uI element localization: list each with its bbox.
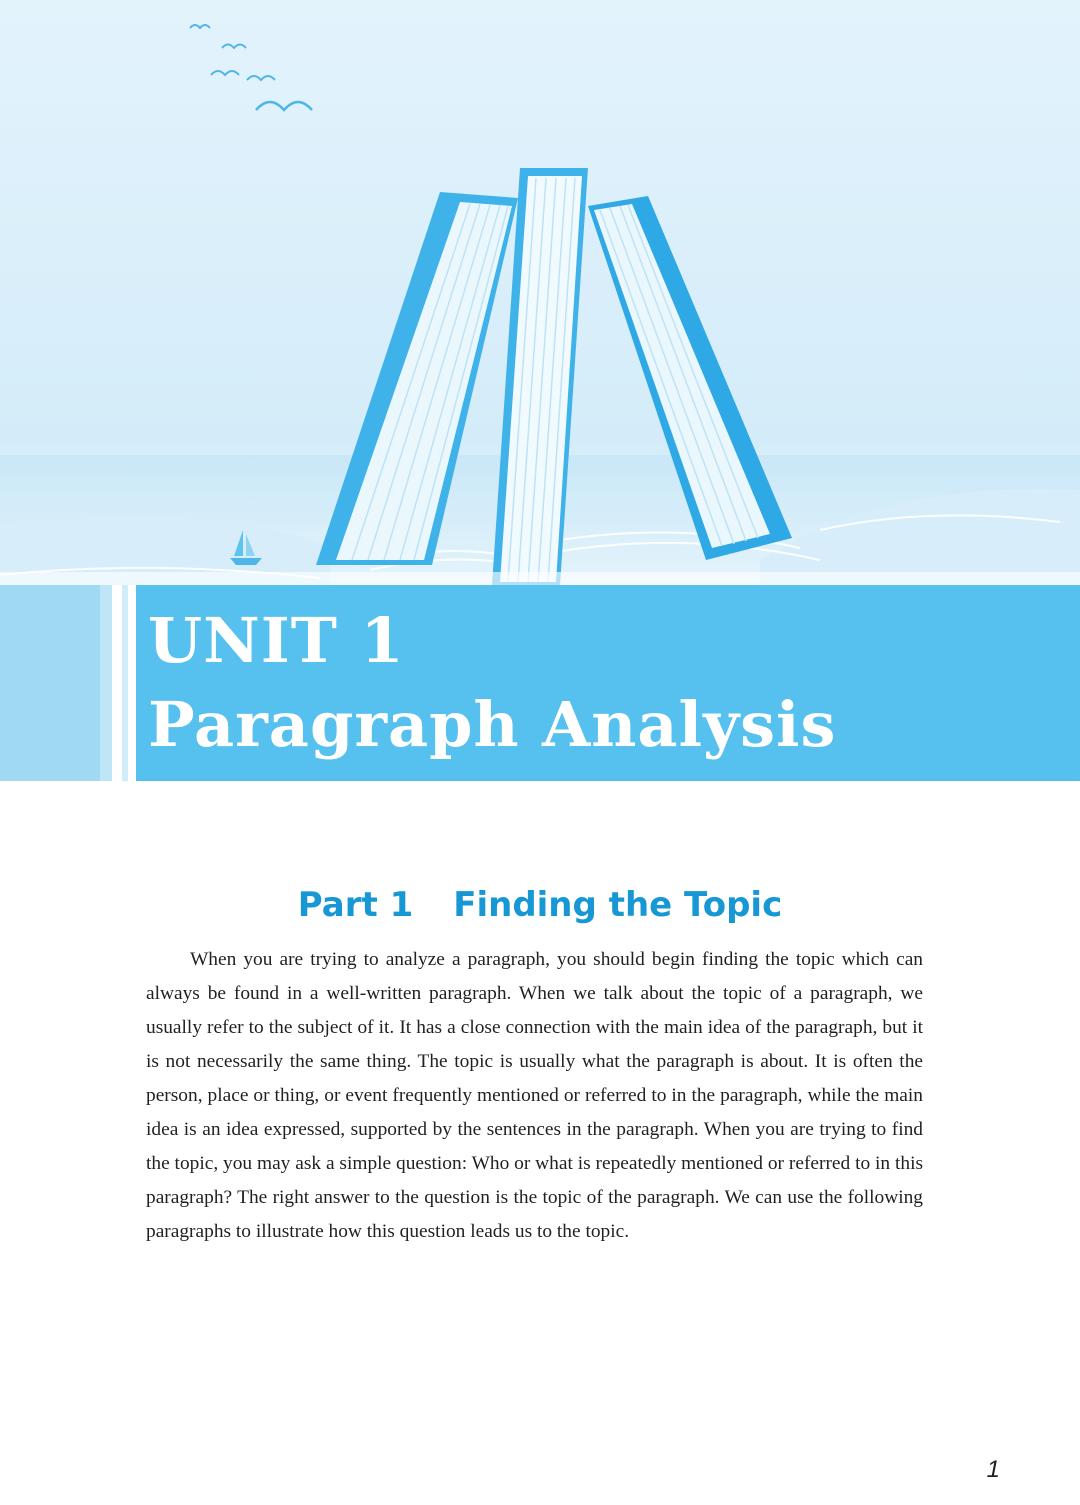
banner-stripe [112,585,122,781]
unit-title [148,599,836,767]
part-title-text: Finding the Topic [453,885,783,925]
unit-name: Paragraph Analysis [148,688,837,761]
part-label: Part 1 [297,885,414,925]
section-heading [0,880,1080,930]
unit-banner [0,585,1080,781]
page-number: 1 [986,1456,1000,1483]
hero-illustration [0,0,1080,585]
body-paragraph: When you are trying to analyze a paragraph, you should begin finding the topic which can always be found in a well-written paragraph. When we talk about the topic of a paragraph, we usually refer to the subject of it. It has a close connection with the main idea of the paragraph, but it is not necessarily the same thing. The topic is usually what the paragraph is about. It is often the person, place or thing, or event frequently mentioned or referred to in the paragraph, while the main idea is an idea expressed, supported by the sentences in the paragraph. When you are trying to find the topic, you may ask a simple question: Who or what is repeatedly mentioned or referred to in this paragraph? The right answer to the question is the topic of the paragraph. We can use the following paragraphs to illustrate how this question leads us to the topic. [146,949,923,1242]
banner-stripe [100,585,112,781]
unit-number: UNIT 1 [148,604,405,677]
books-illustration [0,0,1080,585]
banner-stripe [128,585,136,781]
banner-stripe [0,585,100,781]
